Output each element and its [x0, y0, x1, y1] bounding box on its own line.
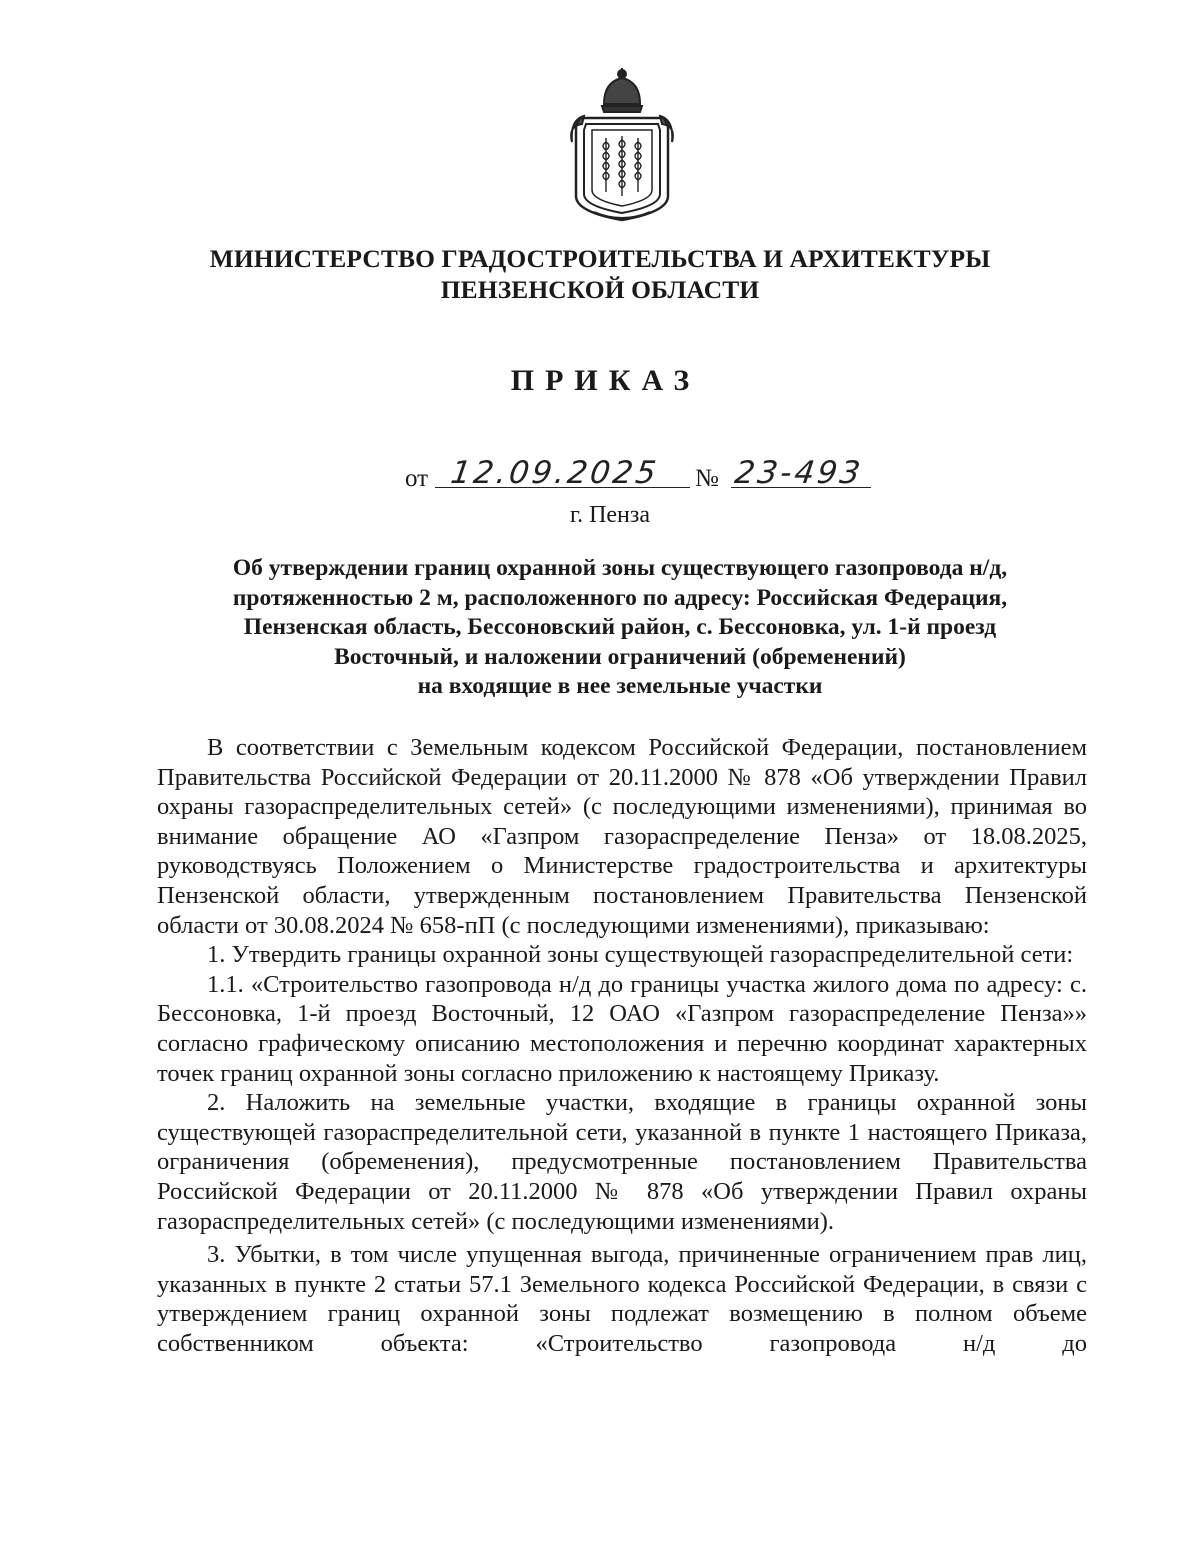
paragraph-item-1-1: 1.1. «Строительство газопровода н/д до границы участка жилого дома по адресу: с. Бессоновка, 1-й проезд Восточный, 12 ОАО «Газпром газораспределение Пенза»» согласно графическому описанию местоположения и перечню координат характерных точек границ охранной зоны согласно приложению к настоящему Приказу. — [157, 970, 1087, 1087]
document-body — [157, 733, 1087, 1358]
subject-line-5: на входящие в нее земельные участки — [417, 673, 823, 700]
subject-line-4: Восточный, и наложении ограничений (обременений) — [334, 643, 906, 670]
penza-coat-of-arms-icon — [560, 66, 684, 224]
document-subject — [150, 554, 1090, 702]
date-label: от — [405, 465, 429, 492]
paragraph-item-3: 3. Убытки, в том числе упущенная выгода, причиненные ограничением прав лиц, указанных в пункте 2 статьи 57.1 Земельного кодекса Российской Федерации, в связи с утверждением границ охранной зоны подлежат возмещению в полном объеме собственником объекта: «Строительство газопровода н/д до — [157, 1241, 1087, 1357]
document-type-title: ПРИКАЗ — [510, 364, 701, 397]
paragraph-item-2: 2. Наложить на земельные участки, входящие в границы охранной зоны существующей газораспределительной сети, указанной в пункте 1 настоящего Приказа, ограничения (обременения), предусмотренные постановлением Правительства Российской Федерации от 20.11.2000 № 878 «Об утверждении Правил охраны газораспределительных сетей» (с последующими изменениями). — [157, 1089, 1087, 1235]
ministry-line-2: ПЕНЗЕНСКОЙ ОБЛАСТИ — [440, 275, 760, 304]
city-label: г. Пенза — [569, 502, 651, 528]
subject-line-1: Об утверждении границ охранной зоны существующего газопровода н/д, — [232, 555, 1008, 581]
handwritten-date: 12.09.2025 — [448, 455, 662, 491]
paragraph-preamble: В соответствии с Земельным кодексом Российской Федерации, постановлением Правительства Российской Федерации от 20.11.2000 № 878 «Об утверждении Правил охраны газораспределительных сетей» (с последующими изменениями), принимая во внимание обращение АО «Газпром газораспределение Пенза» от 18.08.2025, руководствуясь Положением о Министерстве градостроительства и архитектуры Пензенской области, утвержденным постановлением Правительства Пензенской области от 30.08.2024 № 658-пП (с последующими изменениями), приказываю: — [157, 734, 1087, 939]
paragraph-item-1: 1. Утвердить границы охранной зоны существующей газораспределительной сети: — [207, 941, 1074, 969]
ministry-line-1: МИНИСТЕРСТВО ГРАДОСТРОИТЕЛЬСТВА И АРХИТЕКТУРЫ — [209, 244, 991, 273]
subject-line-3: Пензенская область, Бессоновский район, с. Бессоновка, ул. 1-й проезд — [243, 614, 997, 641]
date-number-line — [405, 453, 875, 493]
number-label: № — [695, 465, 719, 492]
ministry-heading — [0, 243, 1200, 305]
subject-line-2: протяженностью 2 м, расположенного по адресу: Российская Федерация, — [232, 584, 1008, 611]
handwritten-number: 23-493 — [732, 455, 866, 491]
